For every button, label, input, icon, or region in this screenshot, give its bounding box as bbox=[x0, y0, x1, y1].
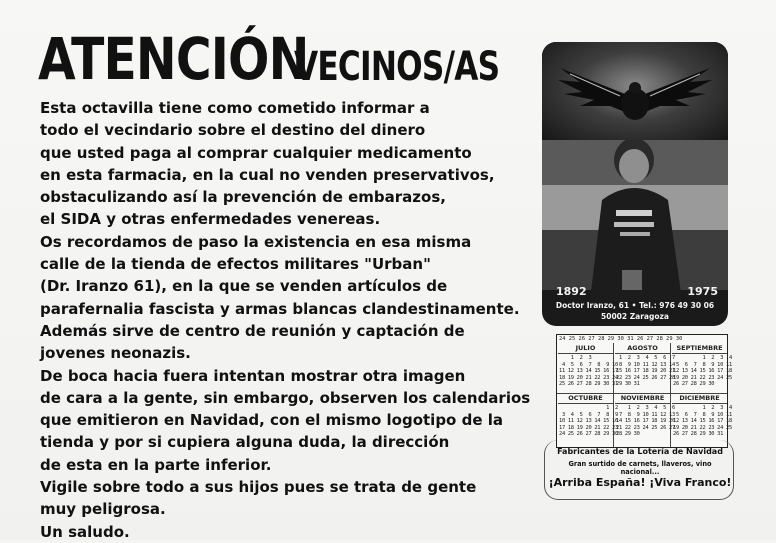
month-days: 1 2 3 5 6 7 8 9 10 12 13 14 15 16 17 19 20 21 22 23 24 26 27 28 29 30 31 bbox=[673, 405, 724, 438]
address-line: Doctor Iranzo, 61 • Tel.: 976 49 30 06 bbox=[555, 301, 715, 310]
calendar-grid bbox=[556, 334, 728, 448]
month-days: 1 2 3 4 5 6 7 8 9 10 11 12 13 14 15 16 17 18 19 20 21 22 23 24 25 26 27 28 29 30 bbox=[616, 405, 675, 438]
headline-main: ATENCIÓN bbox=[38, 25, 309, 93]
body-line: el SIDA y otras enfermedades venereas. bbox=[40, 210, 381, 229]
footer-manufacturer: Fabricantes de la Lotería de Navidad bbox=[557, 447, 723, 456]
year-start: 1892 bbox=[556, 285, 587, 298]
body-line: Un saludo. bbox=[40, 522, 130, 541]
month-name: NOVIEMBRE bbox=[615, 394, 670, 404]
body-line: en esta farmacia, en la cual no venden preservativos, bbox=[40, 165, 495, 184]
body-line: que usted paga al comprar cualquier medicamento bbox=[40, 143, 472, 162]
month-days: 1 2 3 5 6 7 8 9 10 12 13 14 15 16 17 19 20 21 22 23 24 26 27 28 29 30 bbox=[673, 355, 724, 388]
body-line: De boca hacia fuera intentan mostrar otra imagen bbox=[40, 366, 466, 385]
footer-products: Gran surtido de carnets, llaveros, vino nacional... bbox=[568, 460, 712, 476]
month-days: 1 2 3 4 5 6 7 8 9 10 11 12 13 14 15 16 17 18 19 20 21 22 23 24 25 26 27 28 29 30 31 bbox=[616, 355, 675, 388]
footer-slogan: ¡Arriba España! ¡Viva Franco! bbox=[548, 476, 732, 489]
headline-sub: VECINOS/AS bbox=[294, 44, 500, 90]
month-name: JULIO bbox=[558, 344, 613, 354]
year-end: 1975 bbox=[687, 285, 718, 298]
body-line: Además sirve de centro de reunión y captación de bbox=[40, 321, 465, 340]
calendar-card-photo bbox=[542, 42, 728, 326]
body-line: todo el vecindario sobre el destino del dinero bbox=[40, 121, 426, 140]
month-block bbox=[615, 344, 675, 394]
body-text bbox=[40, 97, 540, 543]
eagle-icon bbox=[550, 60, 720, 130]
body-line: Os recordamos de paso la existencia en esa misma bbox=[40, 232, 472, 251]
body-line: que emitieron en Navidad, con el mismo logotipo de la bbox=[40, 411, 503, 430]
month-days: 1 2 3 4 5 6 7 8 9 10 11 12 13 14 15 16 17 18 19 20 21 22 23 24 25 26 27 28 29 30 31 bbox=[559, 355, 618, 388]
body-line: muy peligrosa. bbox=[40, 500, 166, 519]
month-days: 1 2 3 4 5 6 7 8 9 10 11 12 13 14 15 16 17 18 19 20 21 22 23 24 25 26 27 28 29 30 bbox=[559, 405, 618, 438]
month-name: AGOSTO bbox=[615, 344, 670, 354]
month-name: SEPTIEMBRE bbox=[672, 344, 727, 354]
uniformed-portrait bbox=[572, 140, 702, 300]
body-line: calle de la tienda de efectos militares "Urban" bbox=[40, 255, 431, 274]
body-line: jovenes neonazis. bbox=[40, 344, 191, 363]
calendar-top-row: 24 25 26 27 28 29 30 31 26 27 28 29 30 bbox=[559, 336, 683, 342]
shop-address bbox=[542, 300, 728, 322]
body-line: obstaculizando así la prevención de embarazos, bbox=[40, 188, 446, 207]
month-block bbox=[558, 394, 618, 444]
headline bbox=[38, 24, 548, 94]
body-line: de esta en la parte inferior. bbox=[40, 455, 272, 474]
month-name: DICIEMBRE bbox=[672, 394, 727, 404]
month-block bbox=[558, 344, 618, 394]
body-line: Esta octavilla tiene como cometido informar a bbox=[40, 99, 430, 117]
month-block bbox=[672, 394, 727, 444]
body-line: tienda y por si cupiera alguna duda, la dirección bbox=[40, 433, 450, 452]
body-line: Vigile sobre todo a sus hijos pues se trata de gente bbox=[40, 478, 477, 497]
month-block bbox=[672, 344, 727, 394]
body-line: de cara a la gente, sin embargo, observen los calendarios bbox=[40, 388, 531, 407]
month-name: OCTUBRE bbox=[558, 394, 613, 404]
month-block bbox=[615, 394, 675, 444]
address-line: 50002 Zaragoza bbox=[601, 312, 669, 321]
body-line: (Dr. Iranzo 61), en la que se venden artículos de bbox=[40, 277, 448, 296]
body-line: parafernalia fascista y armas blancas clandestinamente. bbox=[40, 299, 520, 318]
